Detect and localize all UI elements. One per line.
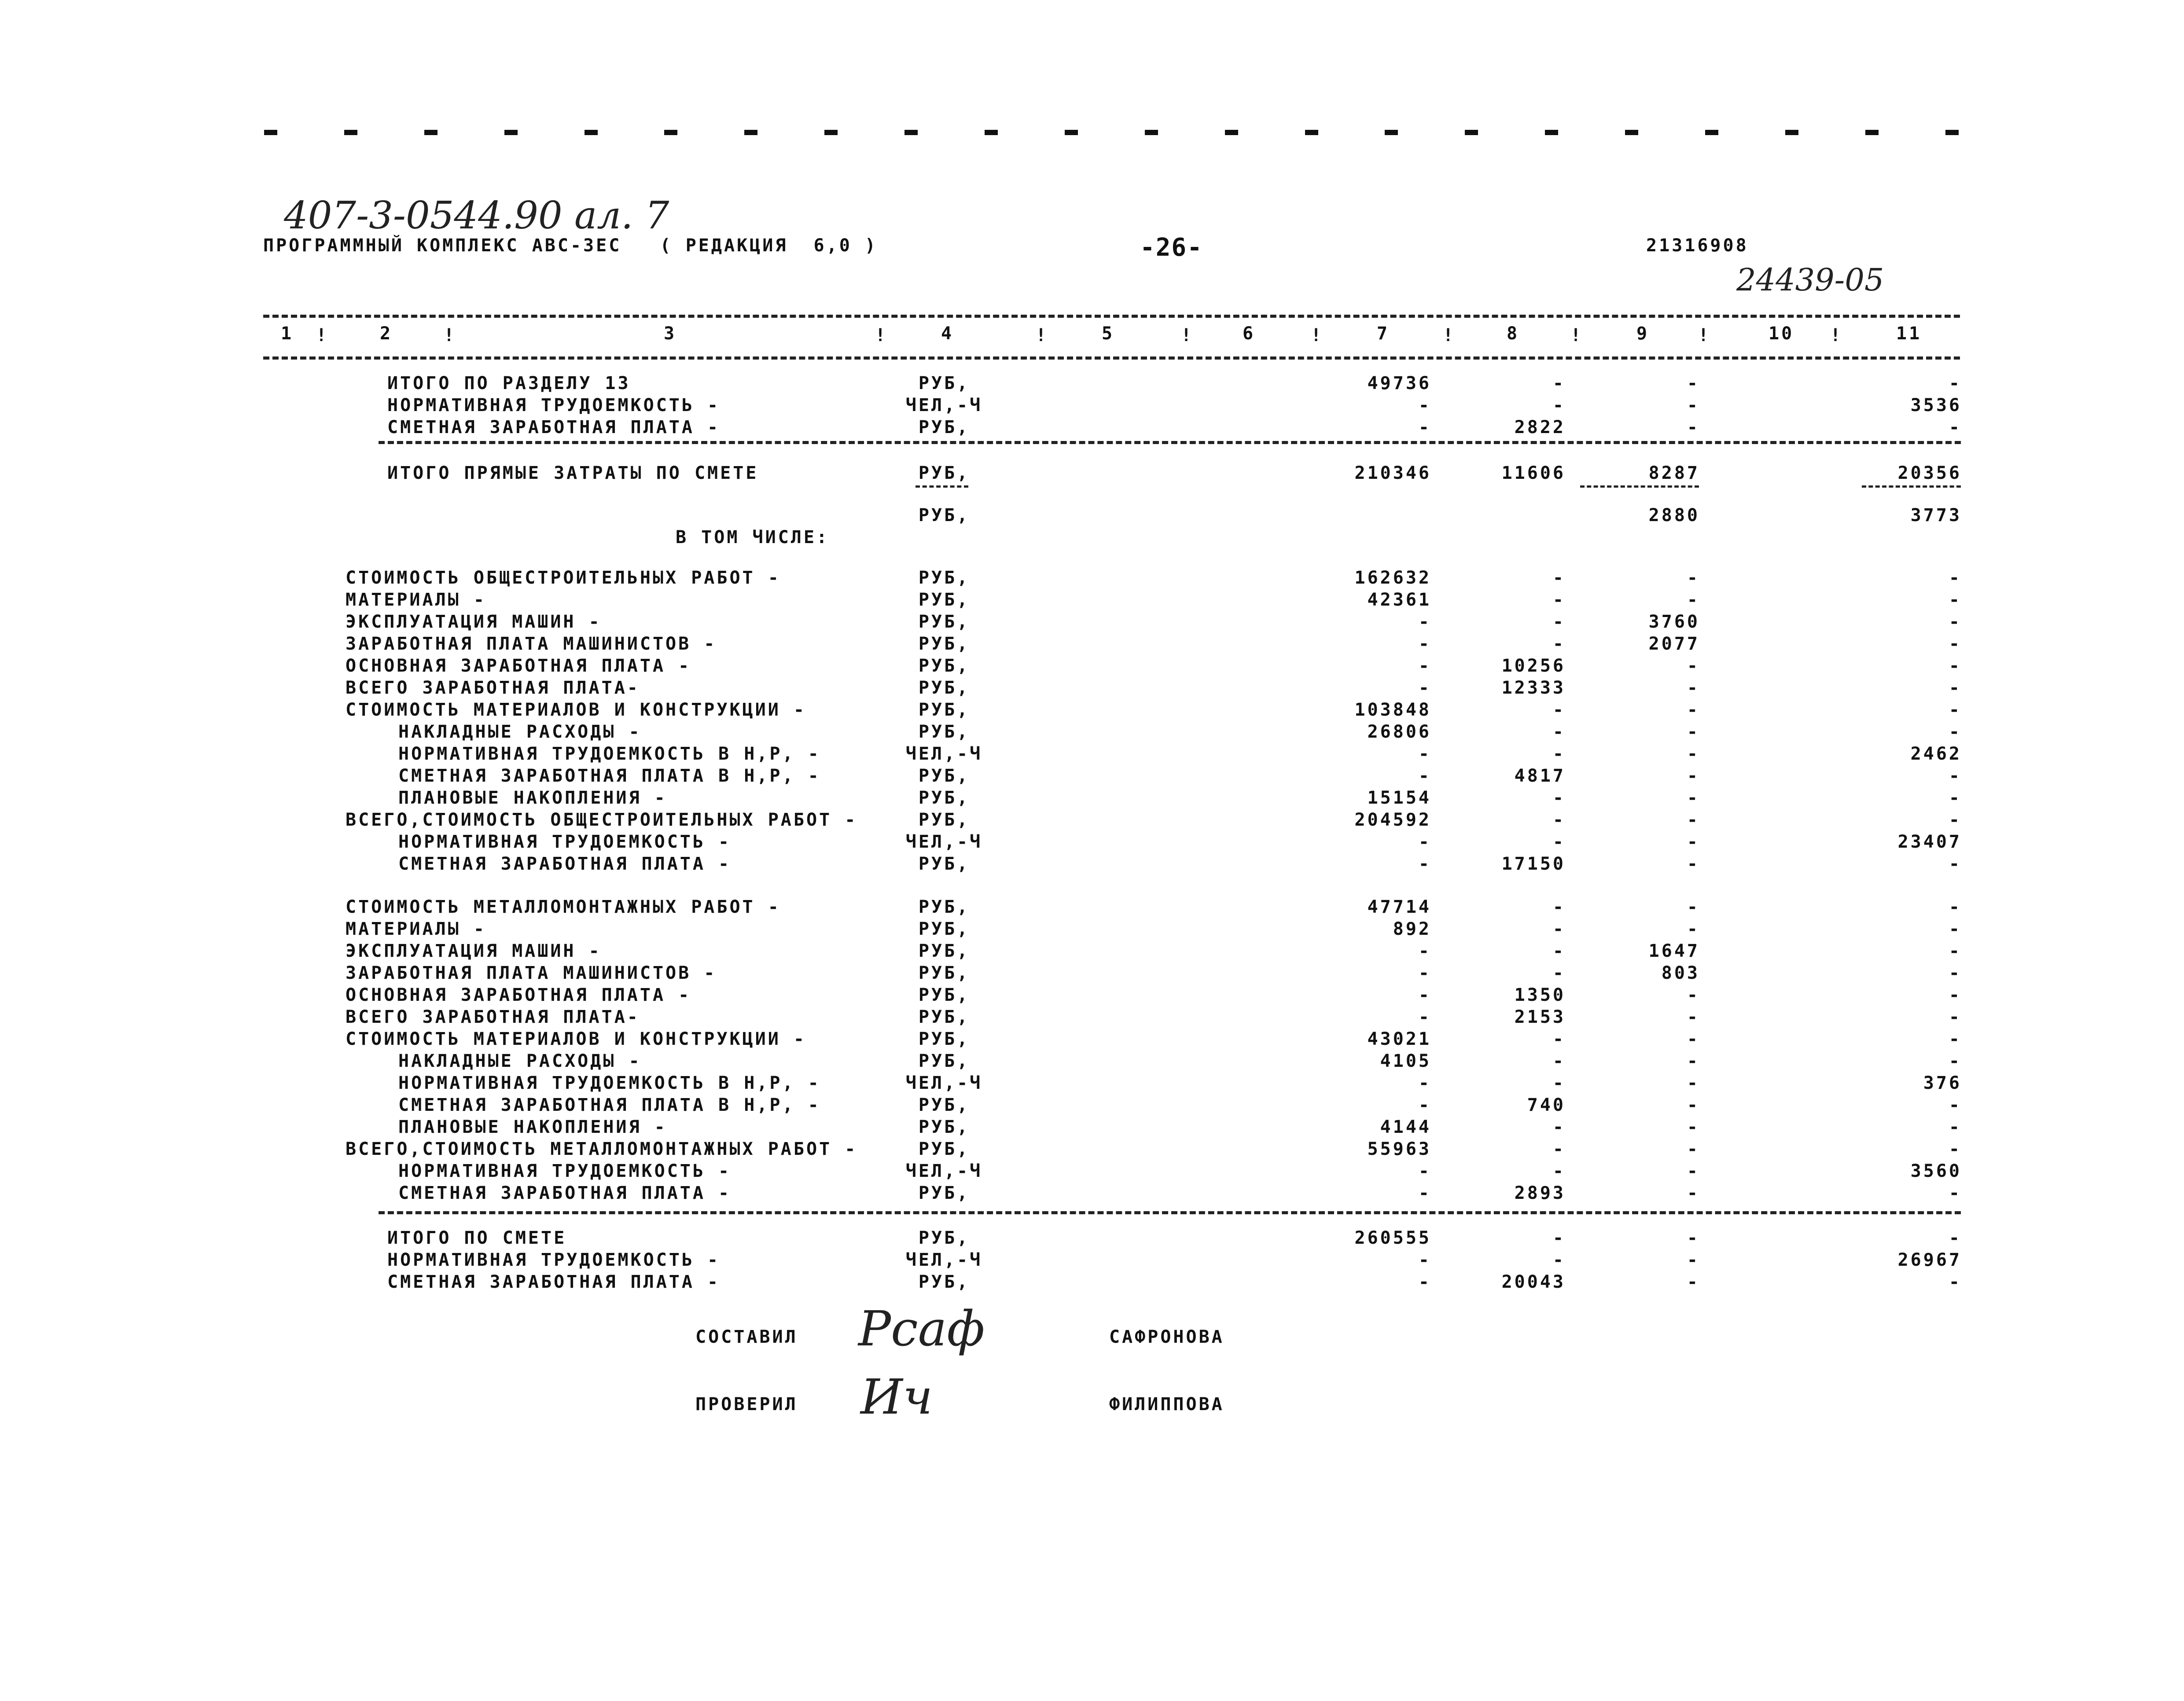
- row-label: ИТОГО ПРЯМЫЕ ЗАТРАТЫ ПО СМЕТЕ: [387, 463, 759, 483]
- cell-col-9: -: [1687, 1161, 1700, 1181]
- cell-col-11: -: [1949, 1051, 1962, 1071]
- cell-col-8: -: [1552, 832, 1566, 852]
- section-rule: [379, 441, 1961, 444]
- column-number: 2: [380, 323, 393, 344]
- row-label: МАТЕРИАЛЫ -: [346, 919, 486, 939]
- checked-by-signature: Ич: [860, 1369, 933, 1425]
- cell-col-9: -: [1687, 854, 1700, 874]
- column-separator: !: [1181, 325, 1194, 345]
- column-number: 3: [664, 323, 677, 344]
- table-row: [0, 1250, 2184, 1272]
- cell-col-7: -: [1418, 417, 1431, 437]
- cell-col-7: -: [1418, 832, 1431, 852]
- cell-col-7: -: [1418, 634, 1431, 654]
- cell-col-7: -: [1418, 1272, 1431, 1292]
- cell-col-7: -: [1418, 1250, 1431, 1270]
- cell-col-7: 43021: [1367, 1029, 1431, 1049]
- cell-col-9: 803: [1661, 963, 1700, 983]
- cell-col-7: -: [1418, 395, 1431, 415]
- row-unit: РУБ,: [918, 941, 970, 961]
- table-row: [0, 744, 2184, 766]
- table-row: [0, 941, 2184, 963]
- cell-col-7: -: [1418, 744, 1431, 764]
- row-label: НОРМАТИВНАЯ ТРУДОЕМКОСТЬ -: [387, 395, 721, 415]
- table-row: [0, 656, 2184, 678]
- cell-col-8: -: [1552, 1051, 1566, 1071]
- row-label: ОСНОВНАЯ ЗАРАБОТНАЯ ПЛАТА -: [346, 656, 691, 676]
- row-unit: РУБ,: [918, 919, 970, 939]
- row-label: ОСНОВНАЯ ЗАРАБОТНАЯ ПЛАТА -: [346, 985, 691, 1005]
- table-row: [0, 1183, 2184, 1205]
- cell-col-11: -: [1949, 919, 1962, 939]
- cell-col-9: -: [1687, 568, 1700, 588]
- cell-col-7: -: [1418, 1007, 1431, 1027]
- cell-col-9: 2880: [1648, 505, 1700, 525]
- cell-col-11: -: [1949, 678, 1962, 698]
- row-unit: РУБ,: [918, 463, 970, 483]
- cell-col-11: 3773: [1910, 505, 1962, 525]
- cell-col-9: -: [1687, 985, 1700, 1005]
- cell-col-9: -: [1687, 1073, 1700, 1093]
- table-row: [0, 1117, 2184, 1139]
- row-unit: РУБ,: [918, 590, 970, 610]
- cell-col-7: 4105: [1380, 1051, 1431, 1071]
- row-unit: РУБ,: [918, 1051, 970, 1071]
- row-unit: РУБ,: [918, 1007, 970, 1027]
- row-unit: ЧЕЛ,-Ч: [905, 832, 983, 852]
- row-label: ЗАРАБОТНАЯ ПЛАТА МАШИНИСТОВ -: [346, 963, 717, 983]
- row-label: НАКЛАДНЫЕ РАСХОДЫ -: [398, 1051, 642, 1071]
- table-row: [0, 417, 2184, 439]
- cell-col-11: -: [1949, 985, 1962, 1005]
- cell-col-8: 2153: [1514, 1007, 1566, 1027]
- column-separator: !: [1570, 325, 1584, 345]
- cell-col-8: -: [1552, 722, 1566, 742]
- table-row: [0, 1051, 2184, 1073]
- cell-col-8: -: [1552, 612, 1566, 632]
- row-label: ЭКСПЛУАТАЦИЯ МАШИН -: [346, 941, 602, 961]
- cell-col-9: -: [1687, 590, 1700, 610]
- row-label: ЗАРАБОТНАЯ ПЛАТА МАШИНИСТОВ -: [346, 634, 717, 654]
- cell-col-11: -: [1949, 1007, 1962, 1027]
- cell-col-8: 1350: [1514, 985, 1566, 1005]
- cell-col-8: -: [1552, 1250, 1566, 1270]
- table-row: [0, 700, 2184, 722]
- cell-col-11: -: [1949, 590, 1962, 610]
- table-row: [0, 1272, 2184, 1294]
- row-unit: РУБ,: [918, 1029, 970, 1049]
- cell-col-8: -: [1552, 1228, 1566, 1248]
- cell-col-11: 3560: [1910, 1161, 1962, 1181]
- cell-col-8: -: [1552, 744, 1566, 764]
- checked-by-name: ФИЛИППОВА: [1109, 1394, 1224, 1414]
- row-unit: РУБ,: [918, 963, 970, 983]
- row-unit: РУБ,: [918, 810, 970, 830]
- row-unit: РУБ,: [918, 722, 970, 742]
- table-row: [0, 788, 2184, 810]
- cell-col-9: 8287: [1648, 463, 1700, 483]
- cell-col-9: -: [1687, 395, 1700, 415]
- cell-col-9: -: [1687, 1228, 1700, 1248]
- row-label: НОРМАТИВНАЯ ТРУДОЕМКОСТЬ -: [387, 1250, 721, 1270]
- cell-col-7: 42361: [1367, 590, 1431, 610]
- cell-col-7: -: [1418, 1095, 1431, 1115]
- column-number: 5: [1102, 323, 1115, 344]
- table-row: [0, 832, 2184, 854]
- cell-col-8: 740: [1527, 1095, 1566, 1115]
- handwritten-doc-id: 407-3-0544.90 ал. 7: [284, 194, 669, 238]
- cell-col-7: 103848: [1354, 700, 1431, 720]
- cell-col-8: -: [1552, 373, 1566, 393]
- checked-by-label: ПРОВЕРИЛ: [695, 1394, 798, 1414]
- cell-col-8: -: [1552, 634, 1566, 654]
- cell-col-8: 4817: [1514, 766, 1566, 786]
- column-number: 7: [1377, 323, 1390, 344]
- table-row: [0, 854, 2184, 876]
- table-row: [0, 985, 2184, 1007]
- column-separator: !: [1698, 325, 1711, 345]
- cell-col-8: -: [1552, 1073, 1566, 1093]
- row-unit: ЧЕЛ,-Ч: [905, 1161, 983, 1181]
- row-label: ВСЕГО,СТОИМОСТЬ МЕТАЛЛОМОНТАЖНЫХ РАБОТ -: [346, 1139, 858, 1159]
- cell-col-11: -: [1949, 941, 1962, 961]
- row-unit: РУБ,: [918, 766, 970, 786]
- cell-col-7: 26806: [1367, 722, 1431, 742]
- table-row: [0, 810, 2184, 832]
- cell-col-8: -: [1552, 941, 1566, 961]
- row-unit: РУБ,: [918, 373, 970, 393]
- table-row: [0, 1228, 2184, 1250]
- cell-col-9: -: [1687, 1051, 1700, 1071]
- cell-col-9: -: [1687, 788, 1700, 808]
- cell-col-7: -: [1418, 941, 1431, 961]
- page-number: -26-: [1140, 233, 1203, 262]
- row-unit: РУБ,: [918, 700, 970, 720]
- cell-col-7: -: [1418, 1183, 1431, 1203]
- table-row: [0, 395, 2184, 417]
- column-separator: !: [444, 325, 457, 345]
- cell-col-9: -: [1687, 678, 1700, 698]
- cell-col-8: -: [1552, 963, 1566, 983]
- cell-col-7: -: [1418, 766, 1431, 786]
- cell-col-9: -: [1687, 722, 1700, 742]
- column-separator: !: [1311, 325, 1324, 345]
- row-label: СТОИМОСТЬ ОБЩЕСТРОИТЕЛЬНЫХ РАБОТ -: [346, 568, 781, 588]
- cell-col-11: -: [1949, 568, 1962, 588]
- column-number: 4: [941, 323, 954, 344]
- row-unit: РУБ,: [918, 1095, 970, 1115]
- cell-col-7: -: [1418, 612, 1431, 632]
- cell-col-9: 1647: [1648, 941, 1700, 961]
- row-unit: ЧЕЛ,-Ч: [905, 395, 983, 415]
- table-row: [0, 678, 2184, 700]
- table-row: [0, 527, 2184, 549]
- row-unit: ЧЕЛ,-Ч: [905, 1073, 983, 1093]
- cell-col-11: 20356: [1897, 463, 1962, 483]
- cell-col-8: -: [1552, 1161, 1566, 1181]
- row-label: ПЛАНОВЫЕ НАКОПЛЕНИЯ -: [398, 1117, 667, 1137]
- cell-col-11: -: [1949, 1139, 1962, 1159]
- cell-col-9: -: [1687, 919, 1700, 939]
- row-unit: РУБ,: [918, 1228, 970, 1248]
- cell-col-11: -: [1949, 700, 1962, 720]
- table-row: [0, 1139, 2184, 1161]
- row-unit: РУБ,: [918, 656, 970, 676]
- table-row: [0, 1095, 2184, 1117]
- cell-col-8: -: [1552, 810, 1566, 830]
- handwritten-ref: 24439-05: [1736, 262, 1884, 298]
- row-label: СМЕТНАЯ ЗАРАБОТНАЯ ПЛАТА -: [387, 417, 721, 437]
- cell-col-11: -: [1949, 1095, 1962, 1115]
- cell-col-9: -: [1687, 1139, 1700, 1159]
- cell-col-9: -: [1687, 897, 1700, 917]
- cell-col-11: -: [1949, 373, 1962, 393]
- cell-col-8: -: [1552, 590, 1566, 610]
- row-label: ИТОГО ПО СМЕТЕ: [387, 1228, 567, 1248]
- cell-col-8: -: [1552, 788, 1566, 808]
- row-label: НОРМАТИВНАЯ ТРУДОЕМКОСТЬ В Н,Р, -: [398, 744, 821, 764]
- table-row: [0, 897, 2184, 919]
- cell-col-8: 20043: [1501, 1272, 1566, 1292]
- cell-col-7: 55963: [1367, 1139, 1431, 1159]
- cell-col-11: -: [1949, 854, 1962, 874]
- cell-col-8: -: [1552, 897, 1566, 917]
- cell-col-7: -: [1418, 985, 1431, 1005]
- compiled-by-name: САФРОНОВА: [1109, 1327, 1224, 1347]
- cell-col-11: 2462: [1910, 744, 1962, 764]
- cell-col-8: -: [1552, 1139, 1566, 1159]
- cell-col-8: -: [1552, 1117, 1566, 1137]
- cell-col-8: 11606: [1501, 463, 1566, 483]
- row-label: ИТОГО ПО РАЗДЕЛУ 13: [387, 373, 631, 393]
- cell-col-11: -: [1949, 897, 1962, 917]
- cell-col-9: -: [1687, 744, 1700, 764]
- cell-col-7: 260555: [1354, 1228, 1431, 1248]
- table-row: [0, 568, 2184, 590]
- table-row: [0, 1029, 2184, 1051]
- cell-col-7: 49736: [1367, 373, 1431, 393]
- row-unit: РУБ,: [918, 1117, 970, 1137]
- cell-col-11: -: [1949, 634, 1962, 654]
- cell-col-7: 204592: [1354, 810, 1431, 830]
- row-label: ВСЕГО ЗАРАБОТНАЯ ПЛАТА-: [346, 678, 640, 698]
- cell-col-9: -: [1687, 1250, 1700, 1270]
- cell-col-9: -: [1687, 1117, 1700, 1137]
- cell-col-8: 17150: [1501, 854, 1566, 874]
- cell-col-9: -: [1687, 1183, 1700, 1203]
- cell-col-7: -: [1418, 656, 1431, 676]
- column-separator: !: [1443, 325, 1456, 345]
- cell-col-11: -: [1949, 1272, 1962, 1292]
- row-label: СТОИМОСТЬ МАТЕРИАЛОВ И КОНСТРУКЦИИ -: [346, 700, 806, 720]
- cell-col-8: -: [1552, 395, 1566, 415]
- cell-col-9: -: [1687, 1029, 1700, 1049]
- cell-col-8: -: [1552, 700, 1566, 720]
- cell-col-11: -: [1949, 1117, 1962, 1137]
- cell-col-11: -: [1949, 722, 1962, 742]
- row-unit: РУБ,: [918, 417, 970, 437]
- column-separator: !: [316, 325, 329, 345]
- cell-col-8: -: [1552, 568, 1566, 588]
- table-row: [0, 590, 2184, 612]
- cell-col-9: -: [1687, 373, 1700, 393]
- row-unit: РУБ,: [918, 854, 970, 874]
- cell-col-9: -: [1687, 656, 1700, 676]
- table-row: [0, 505, 2184, 527]
- row-unit: РУБ,: [918, 985, 970, 1005]
- cell-col-9: -: [1687, 1007, 1700, 1027]
- row-label: СМЕТНАЯ ЗАРАБОТНАЯ ПЛАТА -: [398, 854, 732, 874]
- cell-col-11: -: [1949, 1183, 1962, 1203]
- column-number: 1: [281, 323, 294, 344]
- table-row: [0, 1073, 2184, 1095]
- row-label: МАТЕРИАЛЫ -: [346, 590, 486, 610]
- cell-col-7: 162632: [1354, 568, 1431, 588]
- cell-col-11: -: [1949, 963, 1962, 983]
- row-unit: РУБ,: [918, 505, 970, 525]
- cell-col-11: -: [1949, 788, 1962, 808]
- cell-col-8: 10256: [1501, 656, 1566, 676]
- row-unit: РУБ,: [918, 1272, 970, 1292]
- cell-col-11: -: [1949, 1029, 1962, 1049]
- cell-col-8: 2822: [1514, 417, 1566, 437]
- table-row: [0, 463, 2184, 485]
- table-row: [0, 612, 2184, 634]
- cell-col-11: 26967: [1897, 1250, 1962, 1270]
- cell-col-9: -: [1687, 766, 1700, 786]
- table-row: [0, 634, 2184, 656]
- cell-col-9: -: [1687, 700, 1700, 720]
- cell-col-8: -: [1552, 919, 1566, 939]
- cell-col-9: -: [1687, 1272, 1700, 1292]
- row-label: НОРМАТИВНАЯ ТРУДОЕМКОСТЬ -: [398, 832, 732, 852]
- cell-col-9: 3760: [1648, 612, 1700, 632]
- cell-col-7: -: [1418, 678, 1431, 698]
- column-number: 8: [1507, 323, 1520, 344]
- row-label: СМЕТНАЯ ЗАРАБОТНАЯ ПЛАТА -: [387, 1272, 721, 1292]
- cell-col-11: 376: [1923, 1073, 1962, 1093]
- row-label: НАКЛАДНЫЕ РАСХОДЫ -: [398, 722, 642, 742]
- table-row: [0, 963, 2184, 985]
- doc-number: 21316908: [1646, 235, 1749, 256]
- compiled-by-label: СОСТАВИЛ: [695, 1327, 798, 1347]
- column-number: 6: [1243, 323, 1256, 344]
- cell-col-11: 3536: [1910, 395, 1962, 415]
- row-unit: РУБ,: [918, 568, 970, 588]
- row-label: СМЕТНАЯ ЗАРАБОТНАЯ ПЛАТА -: [398, 1183, 732, 1203]
- cell-col-9: -: [1687, 417, 1700, 437]
- column-separator: !: [1830, 325, 1843, 345]
- cell-col-7: -: [1418, 854, 1431, 874]
- compiled-by-signature: Рсаф: [858, 1301, 985, 1357]
- row-label: СТОИМОСТЬ МАТЕРИАЛОВ И КОНСТРУКЦИИ -: [346, 1029, 806, 1049]
- row-unit: ЧЕЛ,-Ч: [905, 744, 983, 764]
- row-unit: РУБ,: [918, 897, 970, 917]
- row-label: НОРМАТИВНАЯ ТРУДОЕМКОСТЬ -: [398, 1161, 732, 1181]
- cell-col-7: 4144: [1380, 1117, 1431, 1137]
- row-label: ЭКСПЛУАТАЦИЯ МАШИН -: [346, 612, 602, 632]
- table-row: [0, 919, 2184, 941]
- table-row: [0, 1007, 2184, 1029]
- cell-col-8: 2893: [1514, 1183, 1566, 1203]
- table-row: [0, 373, 2184, 395]
- subtotal-rule: [1862, 485, 1961, 488]
- row-unit: РУБ,: [918, 634, 970, 654]
- cell-col-8: 12333: [1501, 678, 1566, 698]
- subtotal-rule: [916, 485, 968, 488]
- section-rule: [379, 1211, 1961, 1214]
- cell-col-7: -: [1418, 963, 1431, 983]
- cell-col-7: 892: [1393, 919, 1431, 939]
- column-number: 10: [1769, 323, 1794, 344]
- cell-col-7: 15154: [1367, 788, 1431, 808]
- row-label: ПЛАНОВЫЕ НАКОПЛЕНИЯ -: [398, 788, 667, 808]
- row-unit: РУБ,: [918, 1183, 970, 1203]
- cell-col-9: -: [1687, 832, 1700, 852]
- cell-col-11: -: [1949, 656, 1962, 676]
- row-label: СМЕТНАЯ ЗАРАБОТНАЯ ПЛАТА В Н,Р, -: [398, 766, 821, 786]
- cell-col-11: -: [1949, 1228, 1962, 1248]
- cell-col-8: -: [1552, 1029, 1566, 1049]
- row-label: СТОИМОСТЬ МЕТАЛЛОМОНТАЖНЫХ РАБОТ -: [346, 897, 781, 917]
- row-unit: ЧЕЛ,-Ч: [905, 1250, 983, 1270]
- row-unit: РУБ,: [918, 678, 970, 698]
- cell-col-9: 2077: [1648, 634, 1700, 654]
- row-label: ВСЕГО ЗАРАБОТНАЯ ПЛАТА-: [346, 1007, 640, 1027]
- cell-col-11: -: [1949, 612, 1962, 632]
- table-row: [0, 722, 2184, 744]
- cell-col-11: -: [1949, 766, 1962, 786]
- column-number: 9: [1636, 323, 1650, 344]
- table-row: [0, 766, 2184, 788]
- row-label: ВСЕГО,СТОИМОСТЬ ОБЩЕСТРОИТЕЛЬНЫХ РАБОТ -: [346, 810, 858, 830]
- column-separator: !: [875, 325, 888, 345]
- cell-col-11: 23407: [1897, 832, 1962, 852]
- row-label: НОРМАТИВНАЯ ТРУДОЕМКОСТЬ В Н,Р, -: [398, 1073, 821, 1093]
- cell-col-9: -: [1687, 810, 1700, 830]
- cell-col-7: 47714: [1367, 897, 1431, 917]
- table-row: [0, 1161, 2184, 1183]
- row-unit: РУБ,: [918, 612, 970, 632]
- row-unit: РУБ,: [918, 788, 970, 808]
- column-number: 11: [1896, 323, 1922, 344]
- program-title: ПРОГРАММНЫЙ КОМПЛЕКС АВС-3ЕС ( РЕДАКЦИЯ 6,0 ): [263, 235, 878, 256]
- cell-col-7: 210346: [1354, 463, 1431, 483]
- column-separator: !: [1036, 325, 1049, 345]
- row-label: СМЕТНАЯ ЗАРАБОТНАЯ ПЛАТА В Н,Р, -: [398, 1095, 821, 1115]
- cell-col-7: -: [1418, 1073, 1431, 1093]
- cell-col-9: -: [1687, 1095, 1700, 1115]
- cell-col-7: -: [1418, 1161, 1431, 1181]
- row-unit: РУБ,: [918, 1139, 970, 1159]
- subtotal-rule: [1580, 485, 1699, 488]
- row-label: В ТОМ ЧИСЛЕ:: [676, 527, 829, 547]
- cell-col-11: -: [1949, 417, 1962, 437]
- cell-col-11: -: [1949, 810, 1962, 830]
